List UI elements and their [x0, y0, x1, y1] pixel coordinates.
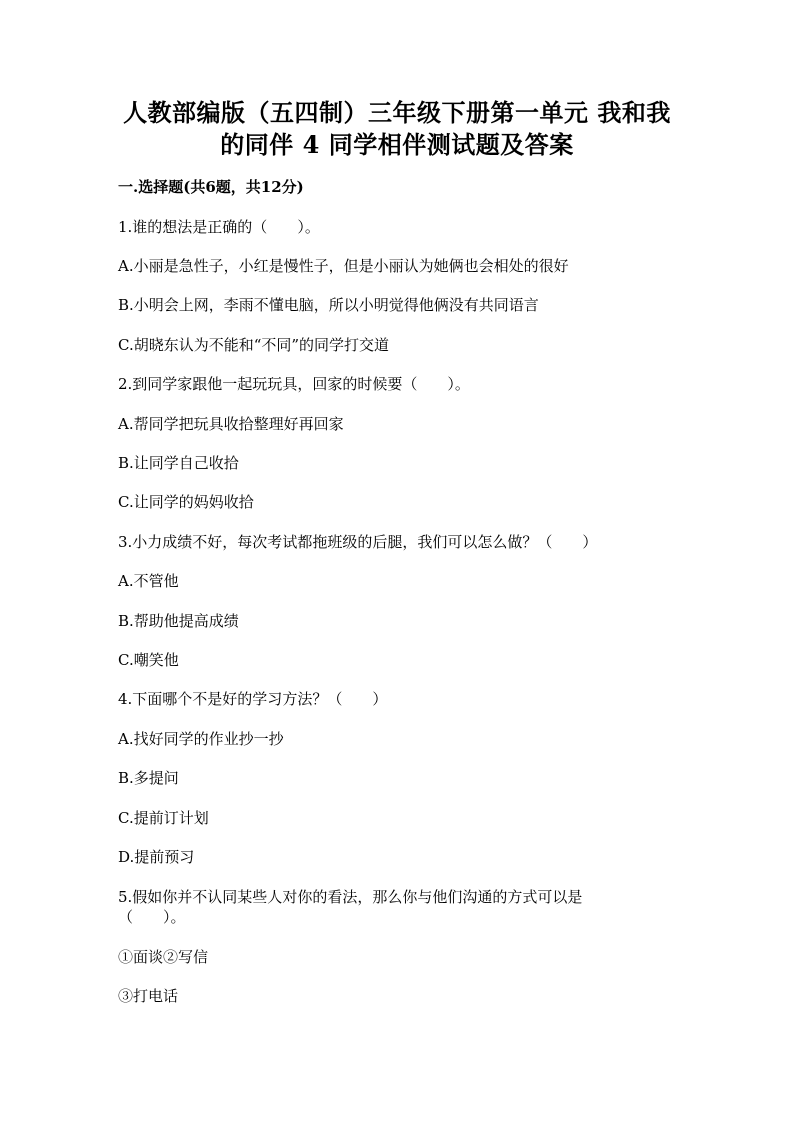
question-5-option-2: ③打电话 [118, 987, 179, 1005]
question-1-option-c: C.胡晓东认为不能和“不同”的同学打交道 [118, 336, 390, 354]
question-3-stem: 3.小力成绩不好，每次考试都拖班级的后腿，我们可以怎么做？（ ） [118, 533, 598, 551]
document-title-line-1: 人教部编版（五四制）三年级下册第一单元 我和我 [123, 98, 671, 127]
question-5-option-1: ①面谈②写信 [118, 948, 209, 966]
question-2-option-b: B.让同学自己收拾 [118, 454, 239, 472]
question-4-option-c: C.提前订计划 [118, 809, 209, 827]
question-4-option-a: A.找好同学的作业抄一抄 [118, 730, 284, 748]
question-2-stem: 2.到同学家跟他一起玩玩具，回家的时候要（ ）。 [118, 375, 470, 393]
question-1-stem: 1.谁的想法是正确的（ ）。 [118, 218, 320, 236]
question-3-option-a: A.不管他 [118, 572, 179, 590]
document-title-line-2: 的同伴 4 同学相伴测试题及答案 [220, 130, 574, 159]
question-2-option-a: A.帮同学把玩具收拾整理好再回家 [118, 415, 344, 433]
section-heading: 一.选择题(共6题，共12分) [118, 178, 304, 196]
question-3-option-b: B.帮助他提高成绩 [118, 612, 239, 630]
question-5-stem-line-2: （ ）。 [118, 908, 186, 926]
question-4-option-d: D.提前预习 [118, 848, 195, 866]
question-2-option-c: C.让同学的妈妈收拾 [118, 493, 254, 511]
question-1-option-a: A.小丽是急性子，小红是慢性子，但是小丽认为她俩也会相处的很好 [118, 257, 569, 275]
question-3-option-c: C.嘲笑他 [118, 651, 179, 669]
question-5-stem-line-1: 5.假如你并不认同某些人对你的看法，那么你与他们沟通的方式可以是 [118, 888, 583, 906]
question-4-stem: 4.下面哪个不是好的学习方法？（ ） [118, 690, 388, 708]
question-4-option-b: B.多提问 [118, 769, 179, 787]
question-1-option-b: B.小明会上网，李雨不懂电脑，所以小明觉得他俩没有共同语言 [118, 296, 539, 314]
